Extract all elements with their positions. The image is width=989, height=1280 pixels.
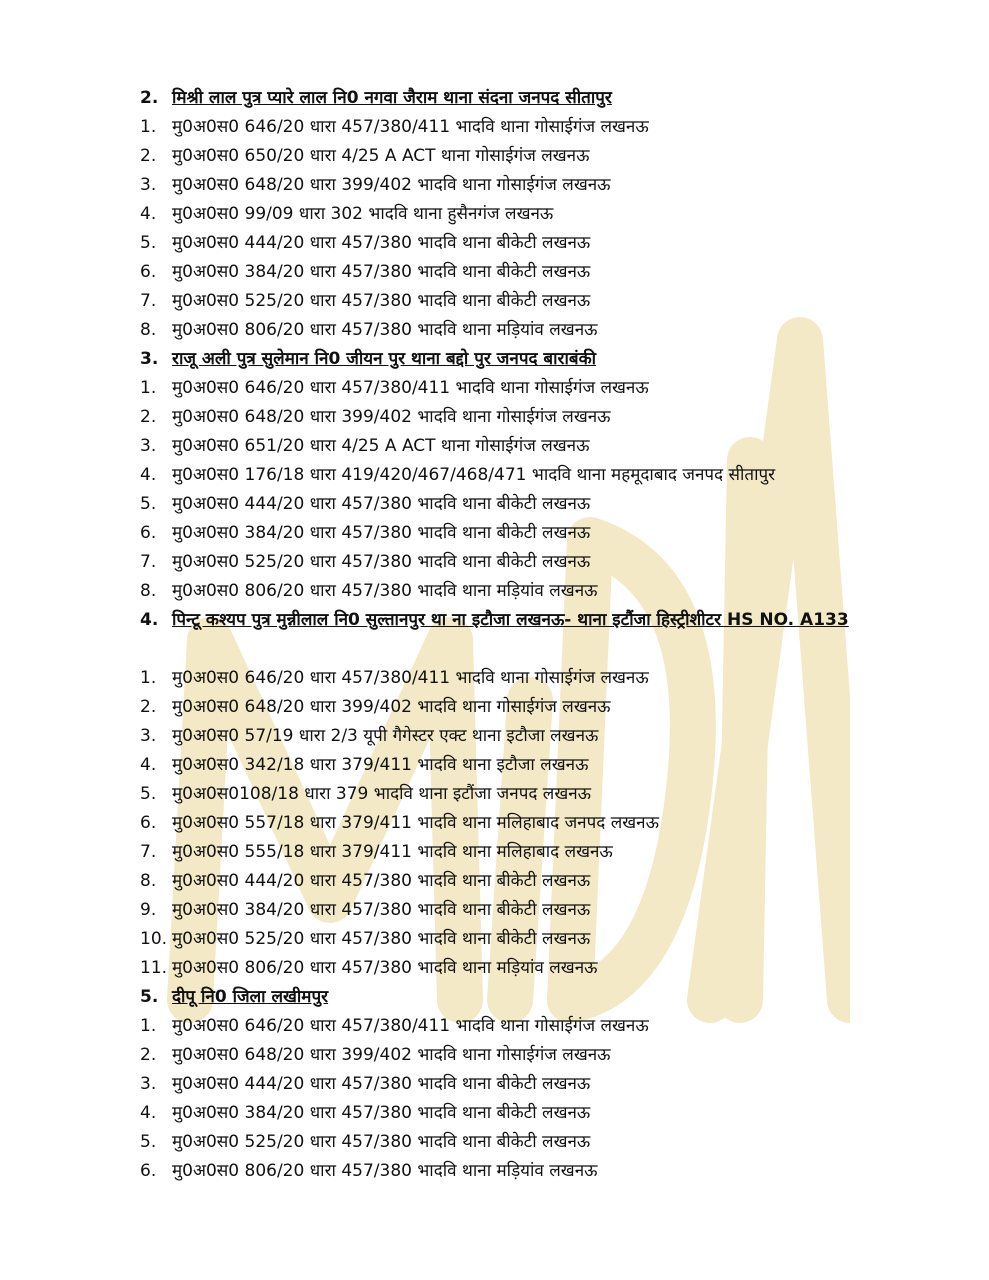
case-number: 6. (140, 1161, 157, 1181)
case-text: मु0अ0स0 557/18 धारा 379/411 भादवि थाना मलिहाबाद जनपद लखनऊ (172, 813, 659, 833)
case-text: मु0अ0स0 384/20 धारा 457/380 भादवि थाना बीकेटी लखनऊ (172, 900, 591, 920)
case-number: 8. (140, 581, 157, 601)
case-number: 9. (140, 900, 157, 920)
case-number: 1. (140, 117, 157, 137)
case-text: मु0अ0स0 444/20 धारा 457/380 भादवि थाना बीकेटी लखनऊ (172, 1074, 591, 1094)
section-title: दीपू नि0 जिला लखीमपुर (172, 987, 329, 1007)
case-list-item (0, 577, 989, 606)
case-list-item (0, 171, 989, 200)
case-number: 6. (140, 813, 157, 833)
case-list-item (0, 258, 989, 287)
case-text: मु0अ0स0 444/20 धारा 457/380 भादवि थाना बीकेटी लखनऊ (172, 871, 591, 891)
case-text: मु0अ0स0 650/20 धारा 4/25 A ACT थाना गोसाईगंज लखनऊ (172, 146, 590, 166)
case-list-item (0, 1041, 989, 1070)
case-number: 5. (140, 233, 157, 253)
case-text: मु0अ0स0 342/18 धारा 379/411 भादवि थाना इटौजा लखनऊ (172, 755, 589, 775)
case-list-item (0, 461, 989, 490)
case-list-item (0, 1070, 989, 1099)
case-number: 7. (140, 842, 157, 862)
case-number: 2. (140, 407, 157, 427)
case-text: मु0अ0स0 444/20 धारा 457/380 भादवि थाना बीकेटी लखनऊ (172, 233, 591, 253)
case-text: मु0अ0स0 806/20 धारा 457/380 भादवि थाना मड़ियांव लखनऊ (172, 1161, 598, 1181)
case-number: 3. (140, 175, 157, 195)
case-list-item (0, 548, 989, 577)
case-text: मु0अ0स0 555/18 धारा 379/411 भादवि थाना मलिहाबाद लखनऊ (172, 842, 613, 862)
case-number: 2. (140, 1045, 157, 1065)
section-heading (0, 606, 989, 664)
case-number: 4. (140, 204, 157, 224)
case-list-item (0, 490, 989, 519)
case-list-item (0, 229, 989, 258)
case-text: मु0अ0स0 646/20 धारा 457/380/411 भादवि थाना गोसाईगंज लखनऊ (172, 117, 649, 137)
case-list-item (0, 287, 989, 316)
case-number: 4. (140, 755, 157, 775)
case-list-item (0, 1099, 989, 1128)
case-list-item (0, 316, 989, 345)
case-number: 3. (140, 436, 157, 456)
case-text: मु0अ0स0 444/20 धारा 457/380 भादवि थाना बीकेटी लखनऊ (172, 494, 591, 514)
case-text: मु0अ0स0 646/20 धारा 457/380/411 भादवि थाना गोसाईगंज लखनऊ (172, 1016, 649, 1036)
case-list-item (0, 200, 989, 229)
case-list-item (0, 925, 989, 954)
case-list-item (0, 867, 989, 896)
case-list-item (0, 1128, 989, 1157)
case-text: मु0अ0स0 525/20 धारा 457/380 भादवि थाना बीकेटी लखनऊ (172, 1132, 591, 1152)
section-number: 2. (140, 88, 159, 108)
case-number: 6. (140, 523, 157, 543)
case-number: 4. (140, 1103, 157, 1123)
case-text: मु0अ0स0 525/20 धारा 457/380 भादवि थाना बीकेटी लखनऊ (172, 291, 591, 311)
case-list-item (0, 693, 989, 722)
case-text: मु0अ0स0 384/20 धारा 457/380 भादवि थाना बीकेटी लखनऊ (172, 1103, 591, 1123)
case-text: मु0अ0स0 806/20 धारा 457/380 भादवि थाना मड़ियांव लखनऊ (172, 958, 598, 978)
case-number: 1. (140, 668, 157, 688)
case-number: 7. (140, 552, 157, 572)
document-body (0, 84, 989, 1186)
case-text: मु0अ0स0 648/20 धारा 399/402 भादवि थाना गोसाईगंज लखनऊ (172, 1045, 611, 1065)
section-heading (0, 345, 989, 374)
case-list-item (0, 896, 989, 925)
case-text: मु0अ0स0 648/20 धारा 399/402 भादवि थाना गोसाईगंज लखनऊ (172, 175, 611, 195)
case-number: 1. (140, 378, 157, 398)
case-text: मु0अ0स0 646/20 धारा 457/380/411 भादवि थाना गोसाईगंज लखनऊ (172, 668, 649, 688)
case-number: 5. (140, 494, 157, 514)
section-number: 3. (140, 349, 159, 369)
case-number: 8. (140, 871, 157, 891)
case-list-item (0, 780, 989, 809)
case-list-item (0, 664, 989, 693)
case-list-item (0, 809, 989, 838)
case-number: 5. (140, 1132, 157, 1152)
section-heading (0, 983, 989, 1012)
case-list-item (0, 1157, 989, 1186)
case-list-item (0, 751, 989, 780)
section-title: मिश्री लाल पुत्र प्यारे लाल नि0 नगवा जैराम थाना संदना जनपद सीतापुर (172, 88, 612, 108)
case-number: 3. (140, 1074, 157, 1094)
case-list-item (0, 374, 989, 403)
case-text: मु0अ0स0 806/20 धारा 457/380 भादवि थाना मड़ियांव लखनऊ (172, 581, 598, 601)
case-number: 3. (140, 726, 157, 746)
section-title: पिन्टू कश्यप पुत्र मुन्नीलाल नि0 सुल्तानपुर था ना इटौजा लखनऊ- थाना इटौंजा हिस्ट्रीशीटर HS NO. A133 (172, 610, 849, 630)
section-number: 4. (140, 610, 159, 630)
case-text: मु0अ0स0 525/20 धारा 457/380 भादवि थाना बीकेटी लखनऊ (172, 929, 591, 949)
case-text: मु0अ0स0 384/20 धारा 457/380 भादवि थाना बीकेटी लखनऊ (172, 262, 591, 282)
case-text: मु0अ0स0108/18 धारा 379 भादवि थाना इटौंजा जनपद लखनऊ (172, 784, 592, 804)
case-text: मु0अ0स0 384/20 धारा 457/380 भादवि थाना बीकेटी लखनऊ (172, 523, 591, 543)
case-list-item (0, 954, 989, 983)
case-number: 2. (140, 146, 157, 166)
case-number: 5. (140, 784, 157, 804)
case-list-item (0, 113, 989, 142)
case-text: मु0अ0स0 648/20 धारा 399/402 भादवि थाना गोसाईगंज लखनऊ (172, 697, 611, 717)
case-number: 7. (140, 291, 157, 311)
case-text: मु0अ0स0 176/18 धारा 419/420/467/468/471 भादवि थाना महमूदाबाद जनपद सीतापुर (172, 465, 776, 485)
case-list-item (0, 432, 989, 461)
case-number: 2. (140, 697, 157, 717)
case-number: 10. (140, 929, 168, 949)
case-number: 4. (140, 465, 157, 485)
case-number: 6. (140, 262, 157, 282)
case-number: 1. (140, 1016, 157, 1036)
section-heading (0, 84, 989, 113)
section-title: राजू अली पुत्र सुलेमान नि0 जीयन पुर थाना बद्दो पुर जनपद बाराबंकी (172, 349, 597, 369)
section-number: 5. (140, 987, 159, 1007)
case-text: मु0अ0स0 525/20 धारा 457/380 भादवि थाना बीकेटी लखनऊ (172, 552, 591, 572)
case-text: मु0अ0स0 651/20 धारा 4/25 A ACT थाना गोसाईगंज लखनऊ (172, 436, 590, 456)
case-text: मु0अ0स0 99/09 धारा 302 भादवि थाना हुसैनगंज लखनऊ (172, 204, 554, 224)
case-list-item (0, 519, 989, 548)
case-list-item (0, 142, 989, 171)
case-list-item (0, 722, 989, 751)
case-text: मु0अ0स0 648/20 धारा 399/402 भादवि थाना गोसाईगंज लखनऊ (172, 407, 611, 427)
case-text: मु0अ0स0 646/20 धारा 457/380/411 भादवि थाना गोसाईगंज लखनऊ (172, 378, 649, 398)
case-text: मु0अ0स0 57/19 धारा 2/3 यूपी गैगेस्टर एक्ट थाना इटौजा लखनऊ (172, 726, 599, 746)
case-list-item (0, 403, 989, 432)
case-list-item (0, 838, 989, 867)
case-list-item (0, 1012, 989, 1041)
case-number: 8. (140, 320, 157, 340)
case-text: मु0अ0स0 806/20 धारा 457/380 भादवि थाना मड़ियांव लखनऊ (172, 320, 598, 340)
case-number: 11. (140, 958, 168, 978)
